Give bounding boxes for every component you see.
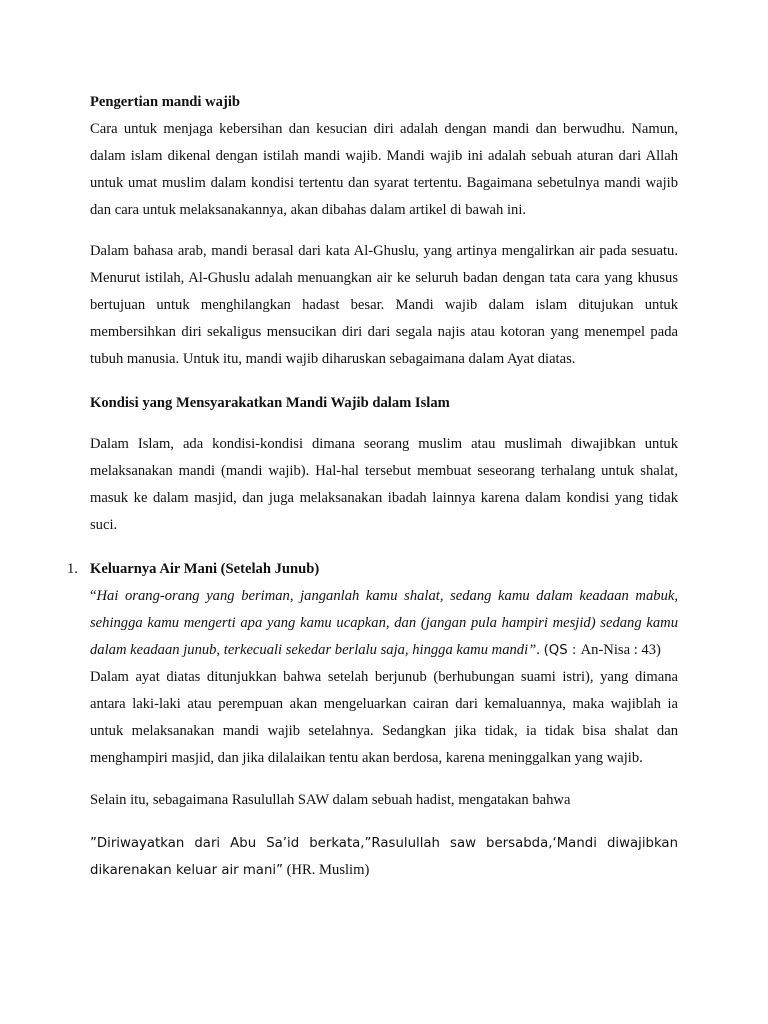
paragraph-definition: Dalam bahasa arab, mandi berasal dari kata Al-Ghuslu, yang artinya mengalirkan air pada sesuatu. Menurut istilah, Al-Ghuslu adalah menuangkan air ke seluruh badan dengan tata cara yang khusus bertujuan untuk menghilangkan hadast besar. Mandi wajib dalam islam ditujukan untuk membersihkan diri sekaligus mensucikan diri dari segala najis atau kotoran yang menempel pada tubuh manusia. Untuk itu, mandi wajib diharuskan sebagaimana dalam Ayat diatas.: [90, 243, 678, 367]
paragraph-hadith-intro: Selain itu, sebagaimana Rasulullah SAW dalam sebuah hadist, mengatakan bahwa: [90, 792, 571, 808]
quote-source: An-Nisa : 43): [580, 642, 661, 658]
hadith-quote-line-2: [90, 857, 678, 884]
heading-kondisi: Kondisi yang Mensyarakatkan Mandi Wajib dalam Islam: [90, 395, 450, 411]
hadith-quote-line-1: ”Diriwayatkan dari Abu Sa’id berkata,”Rasulullah saw bersabda,‘Mandi diwajibkan: [90, 836, 678, 851]
hadith-source: (HR. Muslim): [286, 862, 370, 878]
quote-text: Hai orang-orang yang beriman, janganlah kamu shalat, sedang kamu dalam keadaan mabuk, sehingga kamu mengerti apa yang kamu ucapkan, dan (jangan pula hampiri mesjid) sedang kamu dalam keadaan junub, terkecuali sekedar berlalu saja, hingga kamu mandi: [90, 588, 678, 658]
list-number-1: 1.: [67, 561, 78, 577]
quote-separator: .: [536, 642, 544, 658]
hadith-quote-text-end: dikarenakan keluar air mani”: [90, 863, 283, 878]
paragraph-intro: Cara untuk menjaga kebersihan dan kesucian diri adalah dengan mandi dan berwudhu. Namun, dalam islam dikenal dengan istilah mandi wajib. Mandi wajib ini adalah sebuah aturan dari Allah untuk umat muslim dalam kondisi tertentu dan syarat tertentu. Bagaimana sebetulnya mandi wajib dan cara untuk melaksanakannya, akan dibahas dalam artikel di bawah ini.: [90, 121, 678, 218]
paragraph-kondisi: Dalam Islam, ada kondisi-kondisi dimana seorang muslim atau muslimah diwajibkan untuk melaksanakan mandi (mandi wajib). Hal-hal tersebut membuat seseorang terhalang untuk shalat, masuk ke dalam masjid, dan juga melaksanakan ibadah lainnya karena dalam kondisi yang tidak suci.: [90, 436, 678, 533]
quran-quote: [90, 583, 678, 664]
heading-pengertian: Pengertian mandi wajib: [90, 94, 240, 110]
quote-open-mark: “: [90, 588, 97, 604]
quote-source-qs: (QS :: [543, 643, 581, 658]
quote-close-mark: ”: [528, 642, 537, 658]
heading-keluarnya-air-mani: Keluarnya Air Mani (Setelah Junub): [90, 561, 320, 577]
paragraph-explanation: Dalam ayat diatas ditunjukkan bahwa setelah berjunub (berhubungan suami istri), yang dimana antara laki-laki atau perempuan akan mengeluarkan cairan dari kemaluannya, maka wajiblah ia untuk melaksanakan mandi wajib setelahnya. Sedangkan jika tidak, ia tidak bisa shalat dan menghampiri masjid, dan jika dilalaikan tentu akan berdosa, karena meninggalkan yang wajib.: [90, 669, 678, 766]
